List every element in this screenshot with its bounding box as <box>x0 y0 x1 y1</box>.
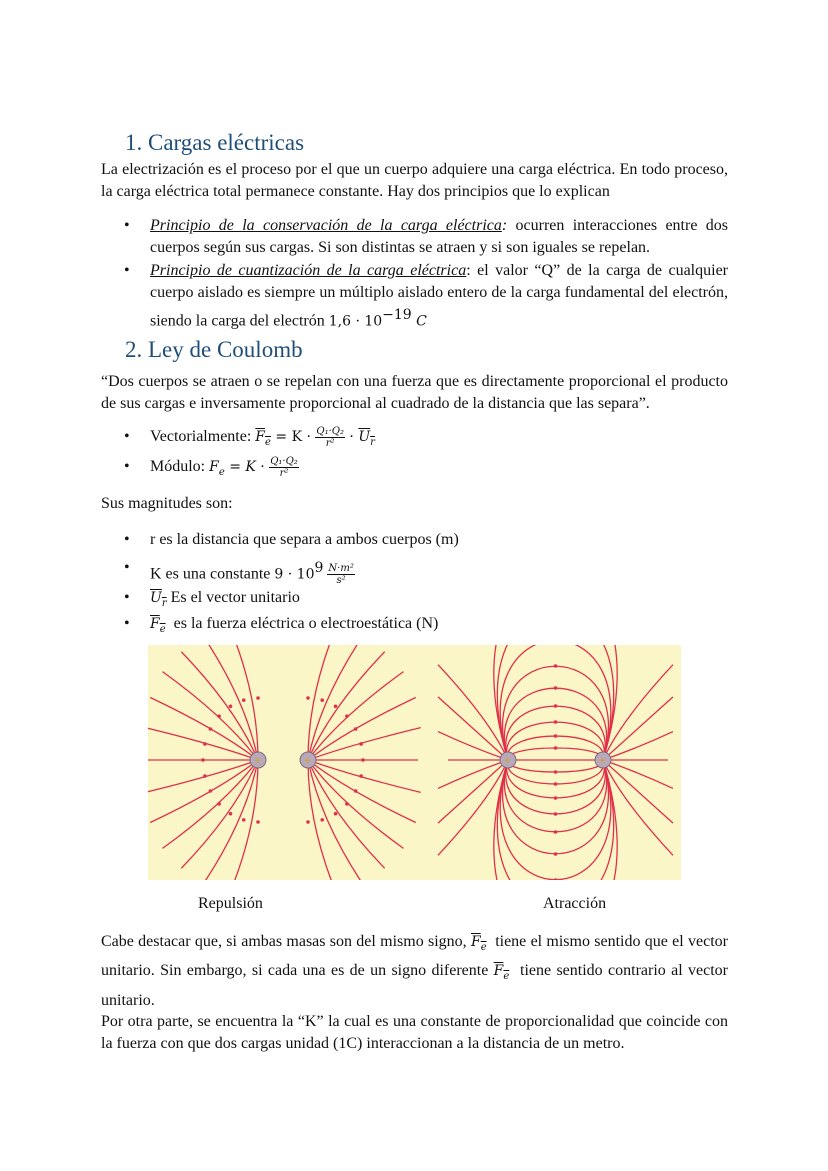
field-arrow <box>209 727 213 731</box>
field-arrow <box>554 812 558 816</box>
exponent: −19 <box>382 307 412 323</box>
field-arrow <box>256 820 260 824</box>
bullet-ur <box>150 587 728 615</box>
bullet-r: • r es la distancia que separa a ambos cuerpos (m) <box>150 529 728 551</box>
plus-sign: + <box>254 755 261 767</box>
bullet-conservacion <box>150 215 728 259</box>
field-arrow <box>359 774 363 778</box>
field-arrow <box>554 796 558 800</box>
coulomb-quote: “Dos cuerpos se atraen o se repelan con una fuerza que es directamente proporcional el producto de sus cargas e inversamente proporcional al cuadrado de la distancia que las separa”. <box>101 373 728 412</box>
text: Es el vector unitario <box>166 589 300 606</box>
paragraph-sentido <box>101 930 732 1012</box>
bullet-vectorial <box>150 426 728 454</box>
label: Módulo: <box>150 458 210 476</box>
field-arrow <box>306 820 310 824</box>
magnitudes-intro: Sus magnitudes son: <box>101 495 233 512</box>
exp: 9 <box>314 560 324 576</box>
field-arrow <box>242 818 246 822</box>
field-arrow <box>320 698 324 702</box>
bullet-cuantizacion <box>150 260 728 332</box>
heading-ley-coulomb: 2. Ley de Coulomb <box>125 337 303 362</box>
field-arrow <box>554 770 558 774</box>
heading-cargas-electricas: 1. Cargas eléctricas <box>125 130 305 155</box>
field-arrow <box>334 705 338 709</box>
label: Vectorialmente: <box>150 428 256 446</box>
sep: : <box>466 262 471 279</box>
field-arrow <box>354 789 358 793</box>
bullet-modulo <box>150 456 728 484</box>
bullet-k <box>150 557 728 586</box>
text: ocurren interacciones entre dos cuerpos según sus cargas. Si son distintas se atraen y si son iguales se repelan. <box>150 217 728 256</box>
dot: · <box>344 429 359 446</box>
field-arrow <box>217 802 221 806</box>
field-arrow <box>354 727 358 731</box>
field-arrow <box>554 734 558 738</box>
field-arrow <box>201 758 205 762</box>
field-arrow <box>229 812 233 816</box>
field-arrow <box>345 714 349 718</box>
field-arrow <box>359 742 363 746</box>
field-lines-figure <box>148 645 681 880</box>
text: K es una constante <box>150 565 275 583</box>
term-cuantizacion: Principio de cuantización de la carga eléctrica <box>150 262 467 279</box>
fraction: $\frac{\text{Q₁·Q₂}}{\text{r²}}$ <box>316 426 344 449</box>
field-arrow <box>320 818 324 822</box>
field-arrow <box>209 789 213 793</box>
field-arrow <box>217 714 221 718</box>
unit: C <box>411 313 427 330</box>
eq: = K · <box>270 429 316 446</box>
term-conservacion: Principio de la conservación de la carga eléctrica <box>150 217 502 234</box>
field-arrow <box>203 774 207 778</box>
field-arrow <box>554 720 558 724</box>
intro-paragraph: La electrización es el proceso por el que un cuerpo adquiere una carga eléctrica. En todo proceso, la carga eléctrica total permanece constante. Hay dos principios que lo explican <box>101 161 728 200</box>
formula-ur: $U_r$ <box>358 429 375 448</box>
field-arrow <box>554 852 558 856</box>
unit-fraction: $\frac{\text{N·m²}}{\text{s²}}$ <box>328 563 354 587</box>
bullet-fe <box>150 613 728 641</box>
field-arrow <box>203 742 207 746</box>
formula-fe: $F_e$ <box>209 459 225 478</box>
text: Cabe destacar que, si ambas masas son del mismo signo, <box>101 933 471 950</box>
field-arrow <box>554 782 558 786</box>
plus-sign: + <box>304 755 311 767</box>
text: tiene sentido contrario al vector unitario. <box>101 962 732 1009</box>
ur-symbol: $U_r$ <box>150 590 167 609</box>
field-arrow <box>554 704 558 708</box>
field-arrow <box>554 686 558 690</box>
fe-symbol: $F_e$ <box>150 616 166 635</box>
field-arrow <box>242 698 246 702</box>
eq: = K · <box>224 459 270 476</box>
fe-symbol: $F_e$ <box>493 963 510 983</box>
fraction: $\frac{\text{Q₁·Q₂}}{\text{r²}}$ <box>270 456 298 479</box>
formula-fe: $F_e$ <box>255 429 271 448</box>
value: 9 · 10 <box>274 566 315 583</box>
plus-sign: + <box>599 755 606 767</box>
field-arrow <box>345 802 349 806</box>
field-arrow <box>554 830 558 834</box>
plus-sign: + <box>504 755 511 767</box>
paragraph-constante-k: Por otra parte, se encuentra la “K” la cual es una constante de proporcionalidad que coincide con la fuerza con que dos cargas unidad (1C) interaccionan a la distancia de un metro. <box>101 1013 728 1052</box>
field-arrow <box>229 705 233 709</box>
text: tiene el mismo sentido que el vector unitario. Sin embargo, si cada una es de un signo diferente <box>101 933 732 980</box>
sep: : <box>501 217 508 234</box>
field-arrow <box>306 696 310 700</box>
caption-atraccion: Atracción <box>543 895 607 912</box>
field-arrow <box>256 696 260 700</box>
field-arrow <box>361 758 365 762</box>
field-arrow <box>334 812 338 816</box>
fe-symbol: $F_e$ <box>470 934 487 953</box>
text: el valor “Q” de la carga de cualquier cuerpo aislado es siempre un múltiplo aislado entero de la carga fundamental del electrón, siendo la carga del electrón <box>150 262 729 330</box>
electron-charge: 1,6 · 10 <box>328 313 383 330</box>
caption-repulsion: Repulsión <box>198 895 263 912</box>
field-arrow <box>554 664 558 668</box>
field-arrow <box>554 746 558 750</box>
text: es la fuerza eléctrica o electroestática (N) <box>165 615 439 632</box>
